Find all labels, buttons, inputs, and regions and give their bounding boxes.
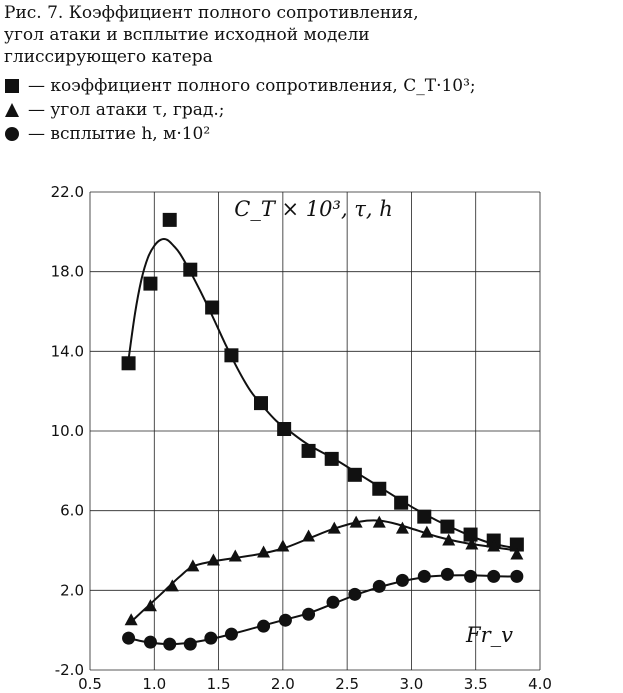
triangle-point (302, 530, 315, 542)
circle-point (418, 570, 431, 583)
circle-point (184, 638, 197, 651)
caption-line-3: глиссирующего катера (4, 47, 213, 67)
x-tick-label: 4.0 (528, 675, 552, 693)
tick-labels (51, 183, 552, 693)
y-axis-title: C_T × 10³, τ, h (234, 196, 393, 221)
square-point (224, 348, 238, 362)
circle-point (122, 632, 135, 645)
square-point (417, 510, 431, 524)
square-point (325, 452, 339, 466)
circle-point (204, 632, 217, 645)
square-point (183, 263, 197, 277)
series-markers (122, 213, 524, 651)
y-tick-label: -2.0 (54, 661, 84, 679)
y-tick-label: 6.0 (60, 501, 84, 520)
circle-point (257, 620, 270, 633)
square-point (302, 444, 316, 458)
circle-point (464, 570, 477, 583)
legend-label-ct: — коэффициент полного сопротивления, C_T·10³; (28, 76, 476, 96)
series-line-square (129, 239, 517, 548)
circle-point (327, 596, 340, 609)
caption-line-1: Рис. 7. Коэффициент полного сопротивления, (4, 3, 419, 23)
square-point (372, 482, 386, 496)
y-tick-label: 14.0 (50, 342, 84, 361)
x-tick-label: 3.5 (463, 675, 488, 693)
circle-point (279, 614, 292, 627)
circle-point (373, 580, 386, 593)
y-tick-label: 18.0 (50, 262, 84, 281)
circle-point (302, 608, 315, 621)
square-point (348, 468, 362, 482)
series-line-circle (129, 575, 517, 644)
triangle-point (125, 613, 138, 625)
square-point (163, 213, 177, 227)
x-tick-label: 3.0 (399, 675, 424, 693)
circle-point (348, 588, 361, 601)
legend-label-h: — всплытие h, м·10² (28, 124, 211, 144)
series-curves (129, 239, 517, 644)
square-point (254, 396, 268, 410)
circle-point (441, 568, 454, 581)
circle-point (144, 636, 157, 649)
y-tick-label: 2.0 (60, 581, 84, 600)
circle-point (225, 628, 238, 641)
legend-label-tau: — угол атаки τ, град.; (28, 100, 225, 120)
y-tick-label: 10.0 (50, 422, 84, 440)
square-point (440, 520, 454, 534)
x-axis-title: Fr_v (466, 623, 513, 648)
x-tick-label: 1.0 (142, 675, 167, 693)
triangle-point (229, 549, 242, 561)
y-tick-label: 22.0 (50, 183, 84, 201)
x-tick-label: 2.0 (270, 675, 295, 693)
circle-point (396, 574, 409, 587)
caption-line-2: угол атаки и всплытие исходной модели (4, 25, 370, 45)
triangle-point (144, 599, 157, 611)
square-point (277, 422, 291, 436)
triangle-point (276, 540, 289, 552)
circle-point (163, 638, 176, 651)
x-tick-label: 1.5 (206, 675, 231, 693)
x-tick-label: 0.5 (78, 675, 102, 693)
circle-point (510, 570, 523, 583)
square-point (205, 301, 219, 315)
circle-point (487, 570, 500, 583)
x-tick-label: 2.5 (335, 675, 360, 693)
triangle-point (166, 579, 179, 591)
square-point (143, 277, 157, 291)
square-point (464, 528, 478, 542)
square-point (122, 356, 136, 370)
square-point (394, 496, 408, 510)
